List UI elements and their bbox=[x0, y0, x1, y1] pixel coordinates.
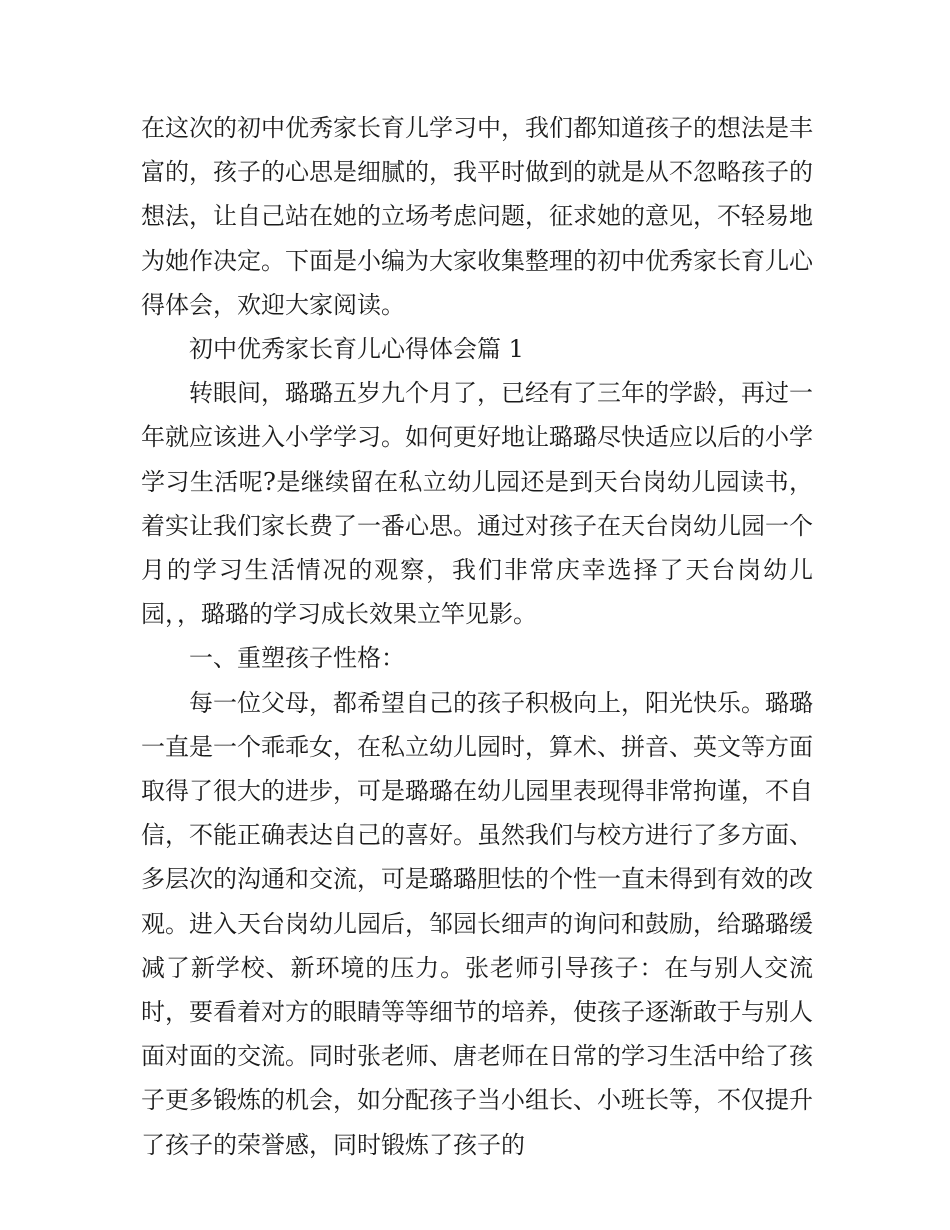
intro-paragraph: 在这次的初中优秀家长育儿学习中，我们都知道孩子的想法是丰富的，孩子的心思是细腻的，我平时做到的就是从不忽略孩子的想法，让自己站在她的立场考虑问题，征求她的意见，不轻易地为她作决定。下面是小编为大家收集整理的初中优秀家长育儿心得体会，欢迎大家阅读。 bbox=[141, 114, 813, 319]
section-title: 初中优秀家长育儿心得体会篇 1 bbox=[189, 335, 524, 364]
paragraph-2: 每一位父母，都希望自己的孩子积极向上，阳光快乐。璐璐一直是一个乖乖女，在私立幼儿园时，算术、拼音、英文等方面取得了很大的进步，可是璐璐在幼儿园里表现得非常拘谨，不自信，不能正确表达自己的喜好。虽然我们与校方进行了多方面、多层次的沟通和交流，可是璐璐胆怯的个性一直未得到有效的改观。进入天台岗幼儿园后，邹园长细声的询问和鼓励，给璐璐缓减了新学校、新环境的压力。张老师引导孩子：在与别人交流时，要看着对方的眼睛等等细节的培养，使孩子逐渐敢于与别人面对面的交流。同时张老师、唐老师在日常的学习生活中给了孩子更多锻炼的机会，如分配孩子当小组长、小班长等，不仅提升了孩子的荣誉感，同时锻炼了孩子的 bbox=[141, 688, 813, 1159]
heading-1: 一、重塑孩子性格： bbox=[189, 644, 405, 673]
document-body bbox=[141, 106, 813, 1167]
paragraph-1: 转眼间，璐璐五岁九个月了，已经有了三年的学龄，再过一年就应该进入小学学习。如何更好地让璐璐尽快适应以后的小学学习生活呢?是继续留在私立幼儿园还是到天台岗幼儿园读书，着实让我们家长费了一番心思。通过对孩子在天台岗幼儿园一个月的学习生活情况的观察，我们非常庆幸选择了天台岗幼儿园，，璐璐的学习成长效果立竿见影。 bbox=[141, 379, 813, 629]
